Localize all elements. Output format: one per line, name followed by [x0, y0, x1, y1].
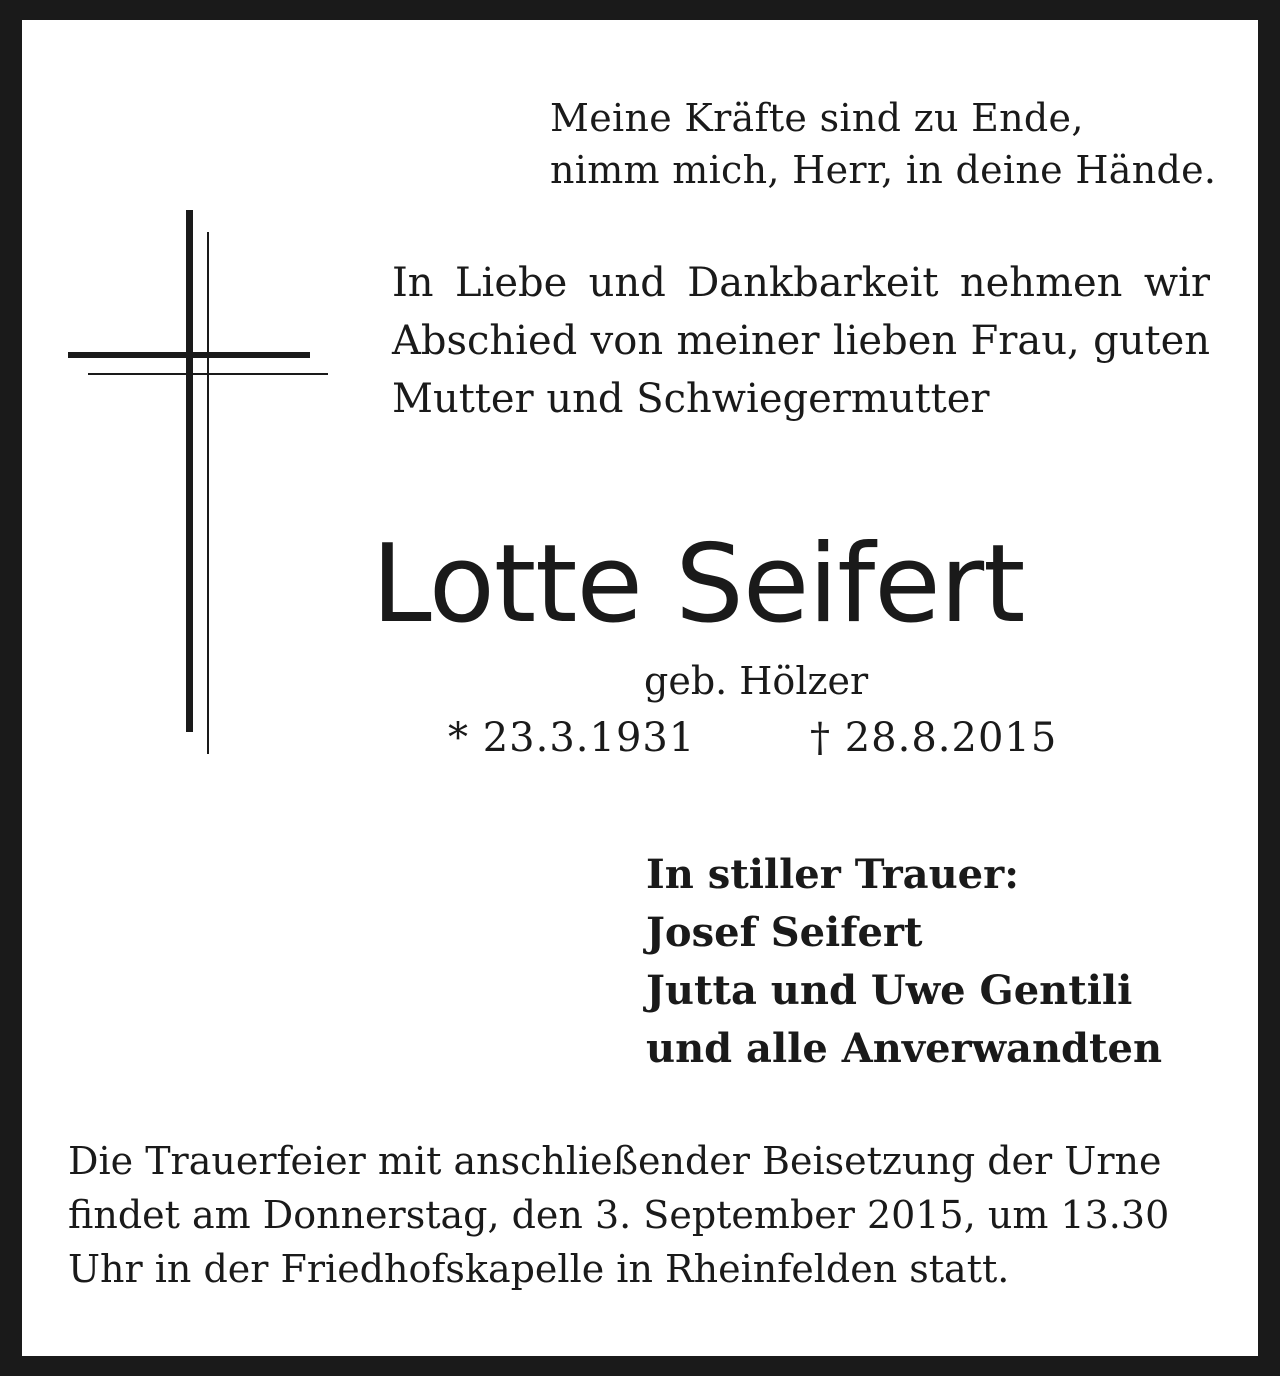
deceased-name: Lotte Seifert	[371, 522, 1025, 647]
mourners-block	[646, 846, 1162, 1078]
mourners-heading: In stiller Trauer:	[646, 851, 1019, 898]
ceremony-info	[68, 1134, 1169, 1296]
birth-date: * 23.3.1931	[448, 715, 696, 761]
ceremony-line: findet am Donnerstag, den 3. September 2015, um 13.30	[68, 1193, 1170, 1237]
mourner-name: Josef Seifert	[646, 909, 923, 956]
intro-text	[392, 254, 1210, 428]
mourner-name: Jutta und Uwe Gentili	[646, 967, 1133, 1014]
intro-line: In Liebe und Dankbarkeit nehmen wir	[392, 260, 1210, 306]
death-date: † 28.8.2015	[810, 715, 1058, 761]
verse-line: Meine Kräfte sind zu Ende,	[550, 96, 1084, 140]
verse-line: nimm mich, Herr, in deine Hände.	[550, 148, 1217, 192]
ceremony-line: Uhr in der Friedhofskapelle in Rheinfelden statt.	[68, 1247, 1010, 1291]
mourner-name: und alle Anverwandten	[646, 1025, 1163, 1072]
bible-verse	[550, 92, 1216, 196]
intro-line: Abschied von meiner lieben Frau, guten	[392, 318, 1210, 364]
obituary-notice	[22, 20, 1258, 1356]
ceremony-line: Die Trauerfeier mit anschließender Beisetzung der Urne	[68, 1139, 1162, 1183]
cross-icon	[68, 210, 330, 756]
maiden-name: geb. Hölzer	[644, 659, 869, 703]
intro-line: Mutter und Schwiegermutter	[392, 376, 990, 422]
